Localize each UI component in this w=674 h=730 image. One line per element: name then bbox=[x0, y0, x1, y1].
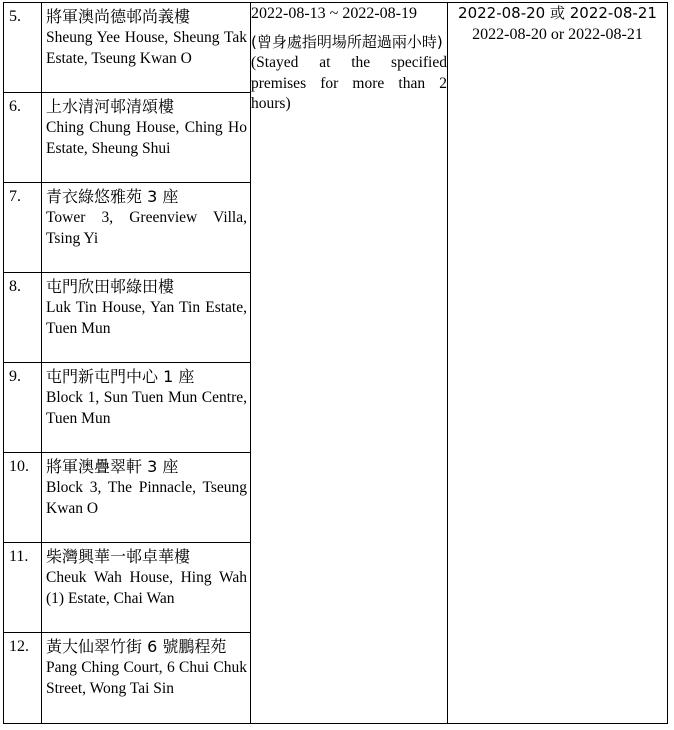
location-cell bbox=[42, 363, 251, 453]
location-cell bbox=[42, 633, 251, 724]
location-cell bbox=[42, 543, 251, 633]
row-number: 5. bbox=[9, 8, 21, 25]
location-english: Block 3, The Pinnacle, Tseung Kwan O bbox=[46, 479, 247, 517]
location-chinese: 屯門欣田邨綠田樓 bbox=[46, 277, 175, 296]
row-number-cell bbox=[4, 273, 42, 363]
location-cell bbox=[42, 3, 251, 93]
location-chinese: 屯門新屯門中心 1 座 bbox=[46, 367, 195, 386]
test-dates-chinese: 2022-08-20 或 2022-08-21 bbox=[458, 4, 657, 22]
row-number: 9. bbox=[9, 368, 21, 385]
location-chinese: 將軍澳尚德邨尚義樓 bbox=[46, 7, 191, 26]
row-number: 8. bbox=[9, 278, 21, 295]
location-cell bbox=[42, 183, 251, 273]
location-chinese: 上水清河邨清頌樓 bbox=[46, 97, 175, 116]
visit-period-cell bbox=[251, 3, 448, 724]
row-number-cell bbox=[4, 3, 42, 93]
location-english: Block 1, Sun Tuen Mun Centre, Tuen Mun bbox=[46, 389, 247, 427]
location-english: Tower 3, Greenview Villa, Tsing Yi bbox=[46, 209, 247, 247]
location-cell bbox=[42, 273, 251, 363]
location-chinese: 黃大仙翠竹街 6 號鵬程苑 bbox=[46, 637, 227, 656]
row-number-cell bbox=[4, 633, 42, 724]
row-number-cell bbox=[4, 363, 42, 453]
row-number: 11. bbox=[9, 548, 29, 565]
location-english: Pang Ching Court, 6 Chui Chuk Street, Wong Tai Sin bbox=[46, 659, 247, 697]
location-chinese: 將軍澳疊翠軒 3 座 bbox=[46, 457, 179, 476]
row-number: 6. bbox=[9, 98, 21, 115]
row-number-cell bbox=[4, 183, 42, 273]
test-dates-english: 2022-08-20 or 2022-08-21 bbox=[472, 26, 643, 43]
location-english: Ching Chung House, Ching Ho Estate, Sheung Shui bbox=[46, 119, 247, 157]
location-english: Luk Tin House, Yan Tin Estate, Tuen Mun bbox=[46, 299, 247, 337]
row-number-cell bbox=[4, 93, 42, 183]
visit-period-note-chinese: (曾身處指明場所超過兩小時) bbox=[251, 33, 443, 51]
location-cell bbox=[42, 453, 251, 543]
row-number: 10. bbox=[9, 458, 29, 475]
location-english: Cheuk Wah House, Hing Wah (1) Estate, Chai Wan bbox=[46, 569, 247, 607]
visit-period-range: 2022-08-13 ~ 2022-08-19 bbox=[251, 5, 417, 22]
location-cell bbox=[42, 93, 251, 183]
specified-premises-table bbox=[3, 2, 668, 724]
location-chinese: 柴灣興華一邨卓華樓 bbox=[46, 547, 191, 566]
test-dates-cell bbox=[448, 3, 668, 724]
visit-period-note-english: (Stayed at the specified premises for more than 2 hours) bbox=[251, 54, 447, 112]
location-english: Sheung Yee House, Sheung Tak Estate, Tseung Kwan O bbox=[46, 29, 247, 67]
row-number: 7. bbox=[9, 188, 21, 205]
row-number-cell bbox=[4, 453, 42, 543]
table-row bbox=[4, 3, 668, 93]
row-number: 12. bbox=[9, 638, 29, 655]
location-chinese: 青衣綠悠雅苑 3 座 bbox=[46, 187, 179, 206]
row-number-cell bbox=[4, 543, 42, 633]
